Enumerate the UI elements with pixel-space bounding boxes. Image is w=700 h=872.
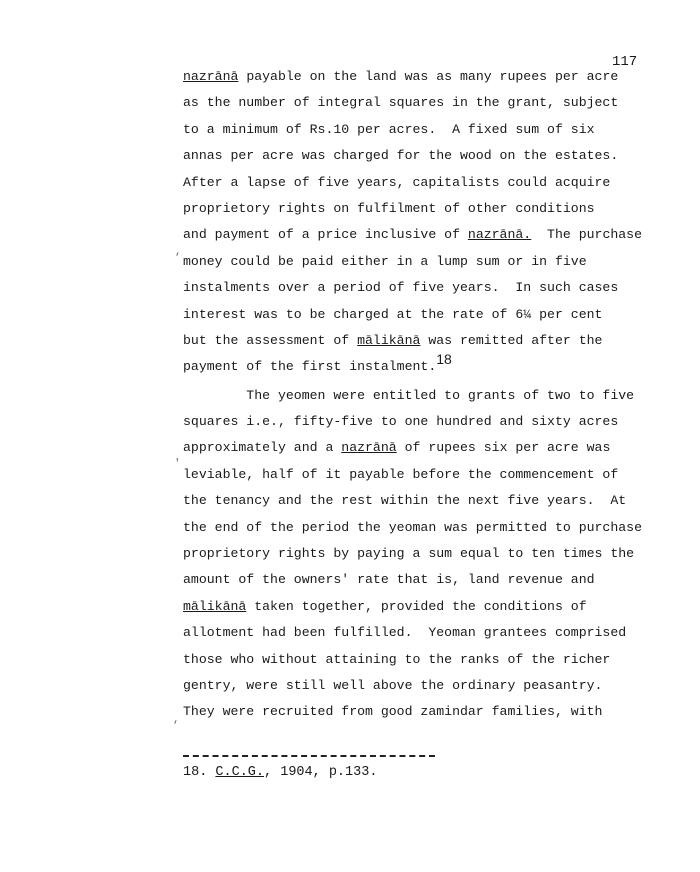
text-segment: approximately and a [183, 440, 342, 456]
text-line [183, 198, 642, 224]
text-line [183, 66, 642, 92]
text-segment: allotment had been fulfilled. Yeoman grantees comprised [183, 625, 627, 641]
text-segment: proprietory rights by paying a sum equal to ten times the [183, 546, 635, 562]
text-segment: The yeomen were entitled to grants of two to five [183, 387, 635, 403]
text-line [183, 330, 642, 356]
text-line [183, 351, 642, 382]
text-line [183, 701, 642, 727]
text-segment: gentry, were still well above the ordinary peasantry. [183, 677, 603, 693]
footnote-reference: 18 [436, 351, 452, 368]
page-number: 117 [612, 54, 638, 70]
text-segment: money could be paid either in a lump sum or in five [183, 253, 587, 269]
text-segment: but the assessment of [183, 332, 358, 348]
underlined-term: nazrānā [183, 69, 239, 84]
text-line [183, 411, 642, 437]
text-segment: taken together, provided the conditions of [246, 598, 587, 614]
text-segment: and payment of a price inclusive of [183, 227, 468, 243]
underlined-term: mālikānā [183, 598, 247, 614]
text-line [183, 304, 642, 330]
text-line [183, 649, 642, 675]
text-segment: was remitted after the [420, 332, 603, 348]
text-line [183, 437, 642, 463]
text-segment: annas per acre was charged for the wood on the estates. [183, 148, 619, 164]
text-segment: instalments over a period of five years. In such cases [183, 280, 619, 296]
margin-mark: ‘ [172, 720, 179, 732]
text-segment: The purchase [531, 227, 643, 243]
text-line [183, 172, 642, 198]
footnote-source: C.C.G. [215, 765, 265, 780]
text-segment: They were recruited from good zamindar families, with [183, 704, 603, 720]
text-line [183, 251, 642, 277]
text-segment: After a lapse of five years, capitalists could acquire [183, 174, 611, 190]
page-body [183, 66, 642, 728]
text-line [183, 490, 642, 516]
text-segment: those who without attaining to the ranks of the richer [183, 651, 611, 667]
text-segment: to a minimum of Rs.10 per acres. A fixed sum of six [183, 121, 595, 137]
margin-mark: ‘ [174, 252, 181, 264]
text-segment: amount of the owners' rate that is, land revenue and [183, 572, 595, 588]
text-segment: proprietory rights on fulfilment of other conditions [183, 200, 595, 216]
margin-mark: ′ [174, 458, 181, 470]
text-line [183, 675, 642, 701]
text-line [183, 277, 642, 303]
text-line [183, 596, 642, 622]
text-segment: of rupees six per acre was [396, 440, 611, 456]
text-line [183, 119, 642, 145]
footnote-divider [183, 755, 435, 757]
text-line [183, 569, 642, 595]
text-segment: as the number of integral squares in the grant, subject [183, 95, 619, 111]
text-segment: payment of the first instalment. [183, 359, 437, 375]
underlined-term: nazrānā. [467, 227, 532, 243]
text-segment: leviable, half of it payable before the commencement of [183, 466, 619, 482]
text-line [183, 224, 642, 250]
footnote-number: 18. [183, 765, 216, 780]
text-line [183, 517, 642, 543]
text-line [183, 543, 642, 569]
text-line [183, 92, 642, 118]
footnote-citation: , 1904, p.133. [264, 765, 378, 780]
text-segment: squares i.e., fifty-five to one hundred and sixty acres [183, 414, 619, 430]
text-line [183, 385, 642, 411]
underlined-term: mālikānā [357, 332, 421, 348]
text-line [183, 145, 642, 171]
text-segment: the tenancy and the rest within the next five years. At [183, 493, 627, 509]
footnote [183, 765, 377, 780]
text-segment: payable on the land was as many rupees per acre [238, 69, 619, 84]
text-line [183, 622, 642, 648]
text-segment: interest was to be charged at the rate of 6¼ per cent [183, 306, 603, 322]
underlined-term: nazrānā [341, 440, 397, 456]
text-segment: the end of the period the yeoman was permitted to purchase [183, 519, 642, 535]
text-line [183, 464, 642, 490]
